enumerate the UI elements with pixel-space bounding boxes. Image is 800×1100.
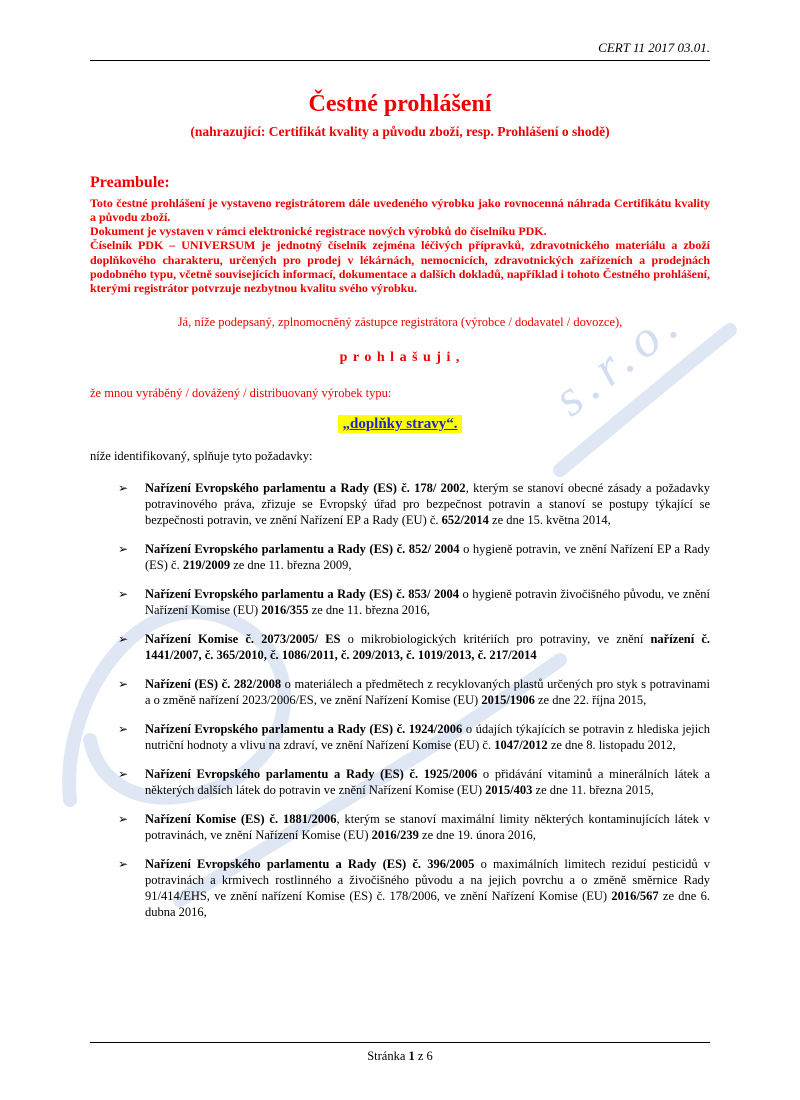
product-line: že mnou vyráběný / dovážený / distribuovaný výrobek typu:	[90, 386, 392, 401]
page-footer	[90, 1042, 710, 1064]
requirements-list	[90, 480, 710, 920]
page-number-line	[90, 1049, 710, 1064]
requirement-text: Nařízení Evropského parlamentu a Rady (ES) č. 853/ 2004 o hygieně potravin živočišného původu, ve znění Nařízení Komise (EU) 2016/355 ze dne 11. března 2016,	[145, 587, 710, 618]
preamble-paragraph-3: Číselník PDK – UNIVERSUM je jednotný číselník zejména léčivých přípravků, zdravotnického materiálu a zboží doplňkového charakteru, určených pro prodej v lékárnách, nemocnicích, zdravotnických zařízeních a prodejnách podobného typu, včetně souvisejících informací, dokumentace a dalších dokladů, například i tohoto Čestného prohlášení, kterými registrátor potvrzuje nezbytnou kvalitu svého výrobku.	[90, 238, 710, 295]
footer-page-number: 1	[408, 1049, 415, 1063]
preamble-paragraph-1: Toto čestné prohlášení je vystaveno registrátorem dále uvedeného výrobku jako rovnocenná náhrada Certifikátu kvality a původu zboží.	[90, 196, 710, 225]
requirements-intro: níže identifikovaný, splňuje tyto požadavky:	[90, 449, 313, 464]
requirement-item	[118, 480, 710, 528]
requirement-item	[118, 586, 710, 618]
requirement-item	[118, 856, 710, 920]
requirement-text: Nařízení Evropského parlamentu a Rady (ES) č. 1925/2006 o přidávání vitaminů a minerálních látek a některých dalších látek do potravin ve znění Nařízení Komise (EU) 2015/403 ze dne 11. března 2015,	[145, 767, 710, 798]
requirement-text: Nařízení Evropského parlamentu a Rady (ES) č. 178/ 2002, kterým se stanoví obecné zásady a požadavky potravinového práva, zřizuje se Evropský úřad pro bezpečnost potravin a stanoví se postupy týkající se bezpečnosti potravin, ve znění Nařízení EP a Rady (EU) č. 652/2014 ze dne 15. května 2014,	[145, 481, 710, 528]
watermark-text: s.r.o.	[543, 291, 695, 428]
preamble-paragraph-2: Dokument je vystaven v rámci elektronické registrace nových výrobků do číselníku PDK.	[90, 224, 547, 239]
header-divider	[90, 60, 710, 61]
document-code: CERT 11 2017 03.01.	[598, 40, 710, 55]
declaration-verb: p r o h l a š u j i ,	[339, 350, 461, 366]
arrow-bullet-icon: ➢	[118, 767, 129, 782]
requirement-text: Nařízení Komise (ES) č. 1881/2006, kterým se stanoví maximální limity některých kontaminujících látek v potravinách, ve znění Nařízení Komise (EU) 2016/239 ze dne 19. února 2016,	[145, 812, 710, 843]
requirement-item	[118, 676, 710, 708]
arrow-bullet-icon: ➢	[118, 857, 129, 872]
arrow-bullet-icon: ➢	[118, 587, 129, 602]
requirement-text: Nařízení Komise č. 2073/2005/ ES o mikrobiologických kritériích pro potraviny, ve znění nařízení č. 1441/2007, č. 365/2010, č. 1086/2011, č. 209/2013, č. 1019/2013, č. 217/2014	[145, 632, 711, 663]
requirement-text: Nařízení Evropského parlamentu a Rady (ES) č. 1924/2006 o údajích týkajících se potravin z hlediska jejich nutriční hodnoty a vlivu na zdraví, ve znění Nařízení Komise (EU) č. 1047/2012 ze dne 8. listopadu 2012,	[145, 722, 710, 753]
page-subtitle: (nahrazující: Certifikát kvality a původu zboží, resp. Prohlášení o shodě)	[190, 124, 610, 139]
requirement-item	[118, 541, 710, 573]
requirement-text: Nařízení Evropského parlamentu a Rady (ES) č. 852/ 2004 o hygieně potravin, ve znění Nařízení EP a Rady (ES) č. 219/2009 ze dne 11. března 2009,	[145, 542, 710, 573]
arrow-bullet-icon: ➢	[118, 677, 129, 692]
requirement-item	[118, 631, 710, 663]
arrow-bullet-icon: ➢	[118, 481, 129, 496]
footer-divider	[90, 1042, 710, 1043]
arrow-bullet-icon: ➢	[118, 722, 129, 737]
page-title: Čestné prohlášení	[308, 91, 492, 117]
product-type-wrap	[90, 415, 710, 433]
preamble-heading: Preambule:	[90, 174, 170, 191]
requirement-item	[118, 721, 710, 753]
requirement-item	[118, 766, 710, 798]
footer-prefix: Stránka	[367, 1049, 409, 1063]
footer-suffix: z 6	[414, 1049, 433, 1063]
arrow-bullet-icon: ➢	[118, 632, 129, 647]
arrow-bullet-icon: ➢	[118, 542, 129, 557]
requirement-text: Nařízení Evropského parlamentu a Rady (ES) č. 396/2005 o maximálních limitech reziduí pesticidů v potravinách a krmivech rostlinného a živočišného původu a na jejich povrchu a o změně směrnice Rady 91/414/EHS, ve znění nařízení Komise (ES) č. 178/2006, ve znění Nařízení Komise (EU) 2016/567 ze dne 6. dubna 2016,	[145, 857, 710, 920]
requirement-text: Nařízení (ES) č. 282/2008 o materiálech a předmětech z recyklovaných plastů určených pro styk s potravinami a o změně nařízení 2023/2006/ES, ve znění Nařízení Komise (EU) 2015/1906 ze dne 22. října 2015,	[145, 677, 710, 708]
arrow-bullet-icon: ➢	[118, 812, 129, 827]
declaration-intro: Já, níže podepsaný, zplnomocněný zástupce registrátora (výrobce / dodavatel / dovozce),	[177, 315, 623, 330]
requirement-item	[118, 811, 710, 843]
product-type-highlight: „doplňky stravy“.	[338, 415, 461, 433]
